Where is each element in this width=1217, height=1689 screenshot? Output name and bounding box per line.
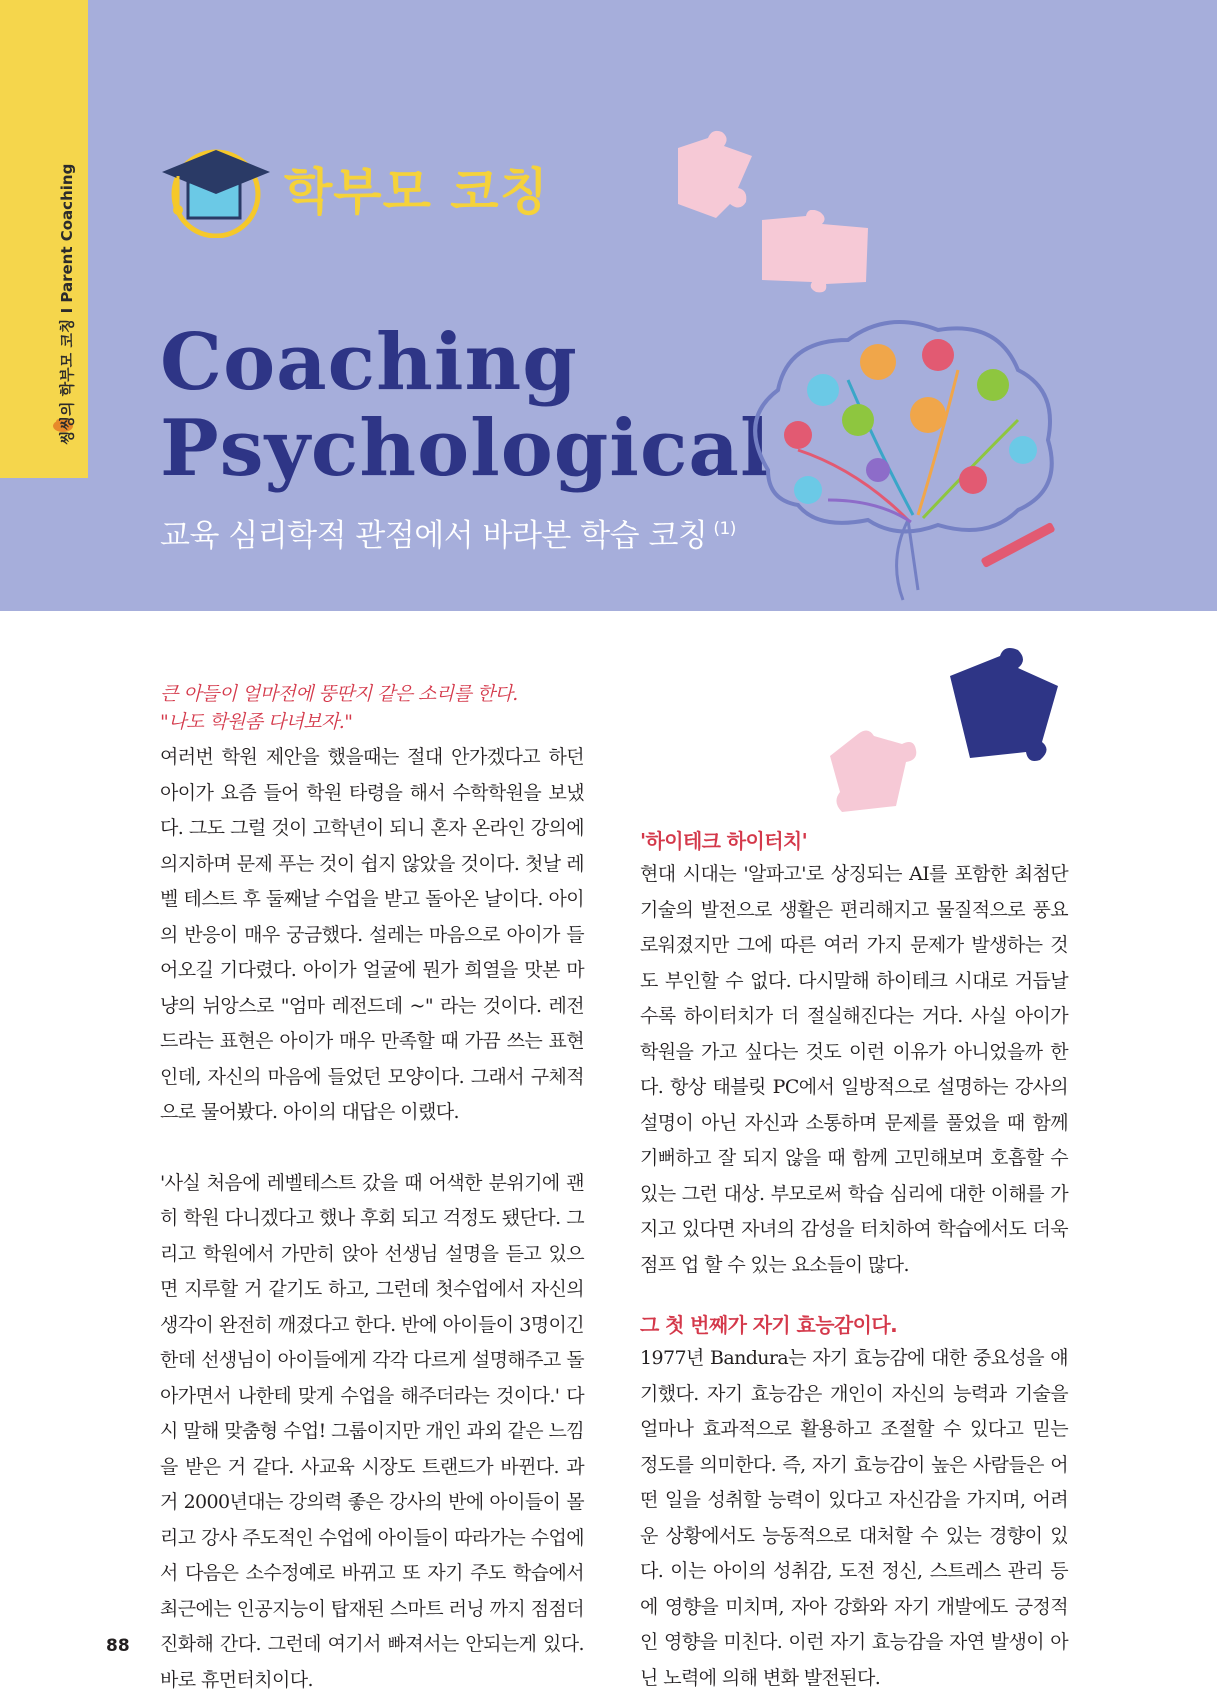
puzzle-piece-icon [940,646,1070,766]
page-title [160,317,771,494]
body-paragraph: 현대 시대는 '알파고'로 상징되는 AI를 포함한 최첨단 기술의 발전으로 생활은 편리해지고 물질적으로 풍요로워졌지만 그에 따른 여러 가지 문제가 발생하는 것도 부인할 수 없다. 다시말해 하이테크 시대로 거듭날수록 하이터치가 더 절실해진다는 거다. 사실 아이가 학원을 가고 싶다는 것도 이런 이유가 아니었을까 한다. 항상 태블릿 PC에서 일방적으로 설명하는 강사의 설명이 아닌 자신과 소통하며 문제를 풀었을 때 함께 기뻐하고 잘 되지 않을 때 함께 고민해보며 호흡할 수 있는 그런 대상. 부모로써 학습 심리에 대한 이해를 가지고 있다면 자녀의 감성을 터치하여 학습에서도 더욱 점프 업 할 수 있는 요소들이 많다. [640,863,1068,1276]
puzzle-piece-icon [822,726,922,818]
quote-line: "나도 학원좀 다녀보자." [160,711,353,733]
brain-illustration [728,300,1068,630]
body-paragraph: 1977년 Bandura는 자기 효능감에 대한 중요성을 얘기했다. 자기 효능감은 개인이 자신의 능력과 기술을 얼마나 효과적으로 활용하고 조절할 수 있다고 믿는 정도를 의미한다. 즉, 자기 효능감이 높은 사람들은 어떤 일을 성취할 능력이 있다고 자신감을 가지며, 어려운 상황에서도 능동적으로 대처할 수 있는 경향이 있다. 이는 아이의 성취감, 도전 정신, 스트레스 관리 등에 영향을 미치며, 자아 강화와 자기 개발에도 긍정적인 영향을 미친다. 이런 자기 효능감을 자연 발생이 아닌 노력에 의해 변화 발전된다. [640,1347,1068,1689]
subtitle [160,510,736,555]
puzzle-piece-icon [668,128,764,224]
pull-quote [160,680,584,736]
quote-line: 큰 아들이 얼마전에 뚱딴지 같은 소리를 한다. [160,683,518,705]
section-title: 학부모 코칭 [284,163,549,221]
section-heading: '하이테크 하이터치' [640,829,808,853]
puzzle-piece-icon [756,210,876,294]
right-column [640,825,1068,1689]
title-line: Psychological [160,403,771,494]
section-heading: 그 첫 번째가 자기 효능감이다. [640,1313,898,1337]
page-number: 88 [106,1636,130,1656]
left-column [160,680,584,1689]
graduation-cap-icon [158,142,274,238]
title-line: Coaching [160,317,578,408]
subtitle-mark: (1) [713,519,736,539]
subtitle-text: 교육 심리학적 관점에서 바라본 학습 코칭 [160,518,708,554]
body-paragraph: '사실 처음에 레벨테스트 갔을 때 어색한 분위기에 괜히 학원 다니겠다고 했나 후회 되고 걱정도 됐단다. 그리고 학원에서 가만히 앉아 선생님 설명을 듣고 있으면 지루할 거 같기도 하고, 그런데 첫수업에서 자신의 생각이 완전히 깨졌다고 한다. 반에 아이들이 3명이긴 한데 선생님이 아이들에게 각각 다르게 설명해주고 돌아가면서 나한테 맞게 수업을 해주더라는 것이다.' 다시 말해 맞춤형 수업! 그룹이지만 개인 과외 같은 느낌을 받은 거 같다. 사교육 시장도 트랜드가 바뀐다. 과거 2000년대는 강의력 좋은 강사의 반에 아이들이 몰리고 강사 주도적인 수업에 아이들이 따라가는 수업에서 다음은 소수정예로 바뀌고 또 자기 주도 학습에서 최근에는 인공지능이 탑재된 스마트 러닝 까지 점점더 진화해 간다. 그런데 여기서 빠져서는 안되는게 있다. 바로 휴먼터치이다. [160,1171,584,1689]
body-paragraph: 여러번 학원 제안을 했을때는 절대 안가겠다고 하던 아이가 요즘 들어 학원 타령을 해서 수학학원을 보냈다. 그도 그럴 것이 고학년이 되니 혼자 온라인 강의에 의지하며 문제 푸는 것이 쉽지 않았을 것이다. 첫날 레벨 테스트 후 둘째날 수업을 받고 돌아온 날이다. 아이의 반응이 매우 궁금했다. 설레는 마음으로 아이가 들어오길 기다렸다. 아이가 얼굴에 뭔가 희열을 맛본 마냥의 뉘앙스로 "엄마 레전드데 ~" 라는 것이다. 레전드라는 표현은 아이가 매우 만족할 때 가끔 쓰는 표현인데, 자신의 마음에 들었던 모양이다. 그래서 구체적으로 물어봤다. 아이의 대답은 이랬다. [160,746,584,1123]
side-tab-label: 씽씽의 학부모 코칭 I Parent Coaching [58,163,76,445]
